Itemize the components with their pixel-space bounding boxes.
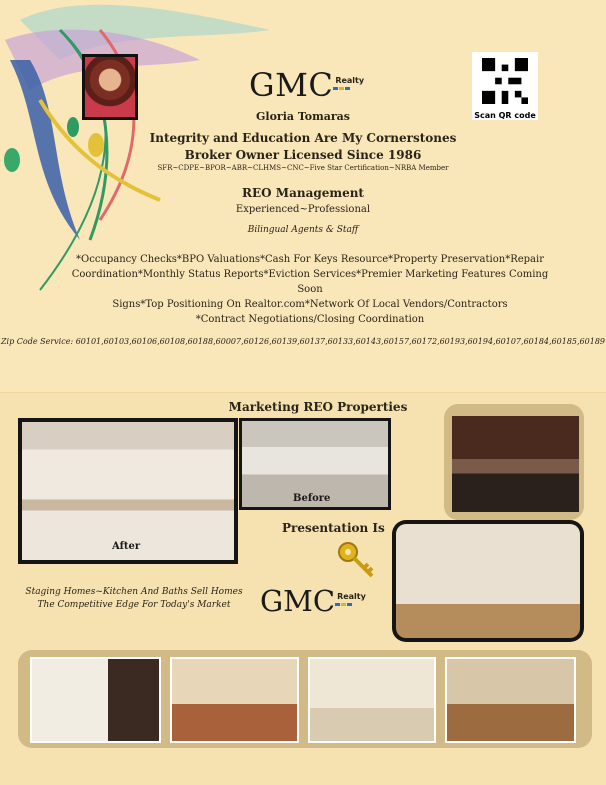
qr-icon [482, 58, 528, 104]
logo-brand: GMC [249, 66, 334, 104]
staging-line: Staging Homes~Kitchen And Baths Sell Homes [25, 587, 243, 597]
dining-room-photo [392, 520, 584, 642]
services-line: *Contract Negotiations/Closing Coordination [195, 314, 425, 325]
gmc-logo-bottom [260, 584, 366, 618]
bathroom-photo [30, 657, 161, 743]
services-line: *Occupancy Checks*BPO Valuations*Cash For Keys Resource*Property Preservation*Repair [76, 254, 544, 265]
after-label: After [112, 541, 141, 552]
logo-realty: Realty [335, 76, 365, 85]
tagline-licensed: Broker Owner Licensed Since 1986 [184, 148, 422, 162]
top-section [0, 0, 606, 392]
staging-line: The Competitive Edge For Today's Market [37, 600, 231, 610]
key-icon [336, 540, 378, 582]
gmc-logo [249, 66, 364, 104]
agent-name: Gloria Tomaras [256, 110, 350, 123]
staging-text [24, 586, 244, 612]
zip-codes: Zip Code Service: 60101,60103,60106,60108,60188,60007,60126,60139,60137,60133,60143,60157,60172,60193,60194,60107,60184,60185,60189 [1, 337, 605, 346]
services-line: Coordination*Monthly Status Reports*Eviction Services*Premier Marketing Features Coming Soon [71, 269, 549, 295]
tagline-cornerstones: Integrity and Education Are My Cornerstones [149, 131, 457, 145]
dark-kitchen-photo [452, 416, 579, 512]
certifications: SFR~CDPE~BPOR~ABR~CLHMS~CNC~Five Star Certification~NRBA Member [157, 164, 449, 172]
marketing-heading: Marketing REO Properties [228, 400, 408, 414]
qr-caption: Scan QR code [474, 111, 536, 120]
before-label: Before [293, 493, 331, 504]
white-kitchen-photo [308, 657, 436, 743]
logo-realty: Realty [337, 592, 366, 601]
presentation-label: Presentation Is [282, 521, 385, 535]
services-line: Signs*Top Positioning On Realtor.com*Network Of Local Vendors/Contractors [112, 299, 508, 310]
vanity-photo [445, 657, 576, 743]
logo-bars [333, 87, 364, 90]
reo-heading: REO Management [242, 186, 364, 200]
reo-subtitle: Experienced~Professional [235, 204, 371, 215]
bilingual-note: Bilingual Agents & Staff [247, 225, 359, 235]
services-list [70, 252, 550, 327]
logo-brand: GMC [260, 584, 336, 618]
living-room-photo [170, 657, 299, 743]
logo-bars [335, 603, 366, 606]
